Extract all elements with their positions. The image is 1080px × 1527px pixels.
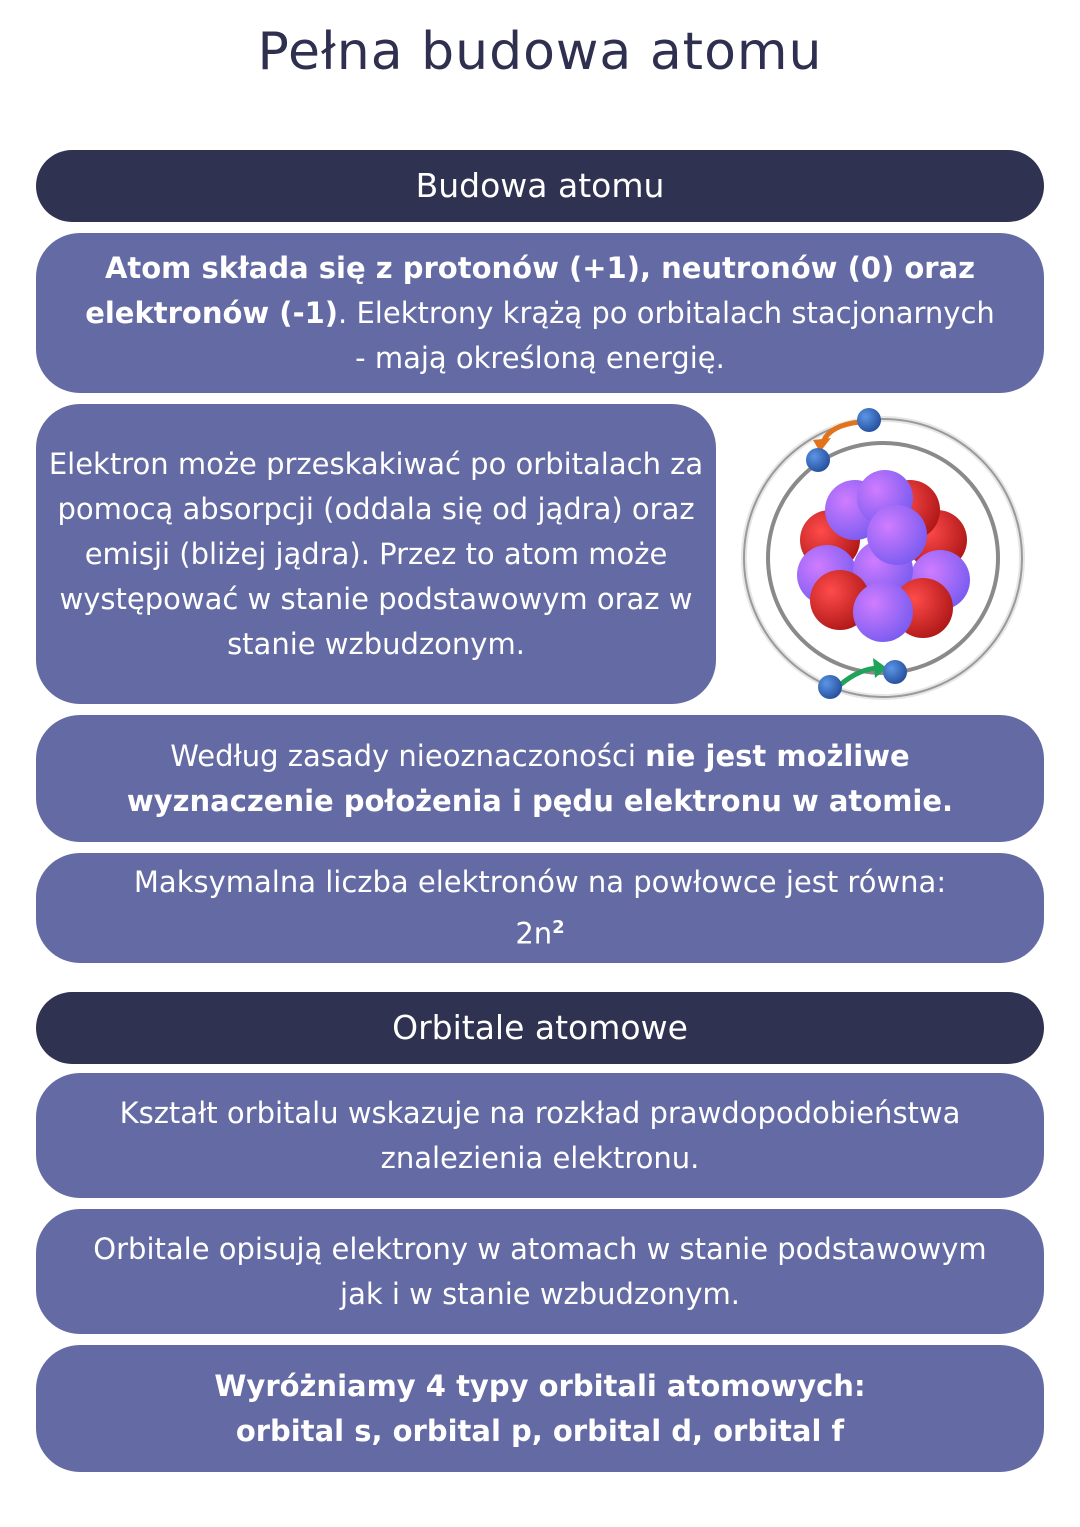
electron [857,408,881,432]
electron [806,448,830,472]
info-text: Elektron może przeskakiwać po orbitalach za pomocą absorpcji (oddala się od jądra) oraz emisji (bliżej jądra). Przez to atom może występować w stanie podstawowym oraz w stanie wzbudzonym. [48,446,704,661]
info-text [134,860,946,957]
normal-text: . Elektrony krążą po orbitalach stacjonarnych - mają określoną energię. [338,295,995,375]
electron [883,660,907,684]
atom-illustration [735,400,1035,710]
info-box-electron-jumps [36,404,716,704]
electron [818,675,842,699]
neutron [853,582,913,642]
info-box-uncertainty-principle [36,715,1044,842]
bold-text: nie jest możliwe wyznaczenie położenia i pędu elektronu w atomie. [126,738,954,818]
page-title: Pełna budowa atomu [257,22,823,82]
orbital-types-heading: Wyróżniamy 4 typy orbitali atomowych: [214,1368,866,1403]
info-box-orbital-types [36,1345,1044,1472]
info-text: Kształt orbitalu wskazuje na rozkład prawdopodobieństwa znalezienia elektronu. [119,1095,961,1175]
info-text: Orbitale opisują elektrony w atomach w stanie podstawowym jak i w stanie wzbudzonym. [93,1231,987,1311]
section-header-budowa-atomu: Budowa atomu [36,150,1044,222]
bold-text: Atom składa się z protonów (+1), neutronów (0) oraz elektronów (-1) [85,250,976,330]
info-box-atom-composition [36,233,1044,393]
info-text [76,246,1004,381]
formula-base: 2n [515,916,553,951]
section-header-orbitale-atomowe: Orbitale atomowe [36,992,1044,1064]
info-box-orbital-shape [36,1073,1044,1198]
info-box-orbital-states [36,1209,1044,1334]
info-text [76,734,1004,824]
neutron [867,505,927,565]
orbital-types-list: orbital s, orbital p, orbital d, orbital f [235,1413,845,1448]
formula [134,905,946,957]
normal-text: Według zasady nieoznaczoności [170,738,646,773]
info-text [214,1364,865,1454]
max-electrons-text: Maksymalna liczba elektronów na powłowce jest równa: [133,864,947,899]
info-box-max-electrons [36,853,1044,963]
formula-exponent: 2 [552,916,565,938]
